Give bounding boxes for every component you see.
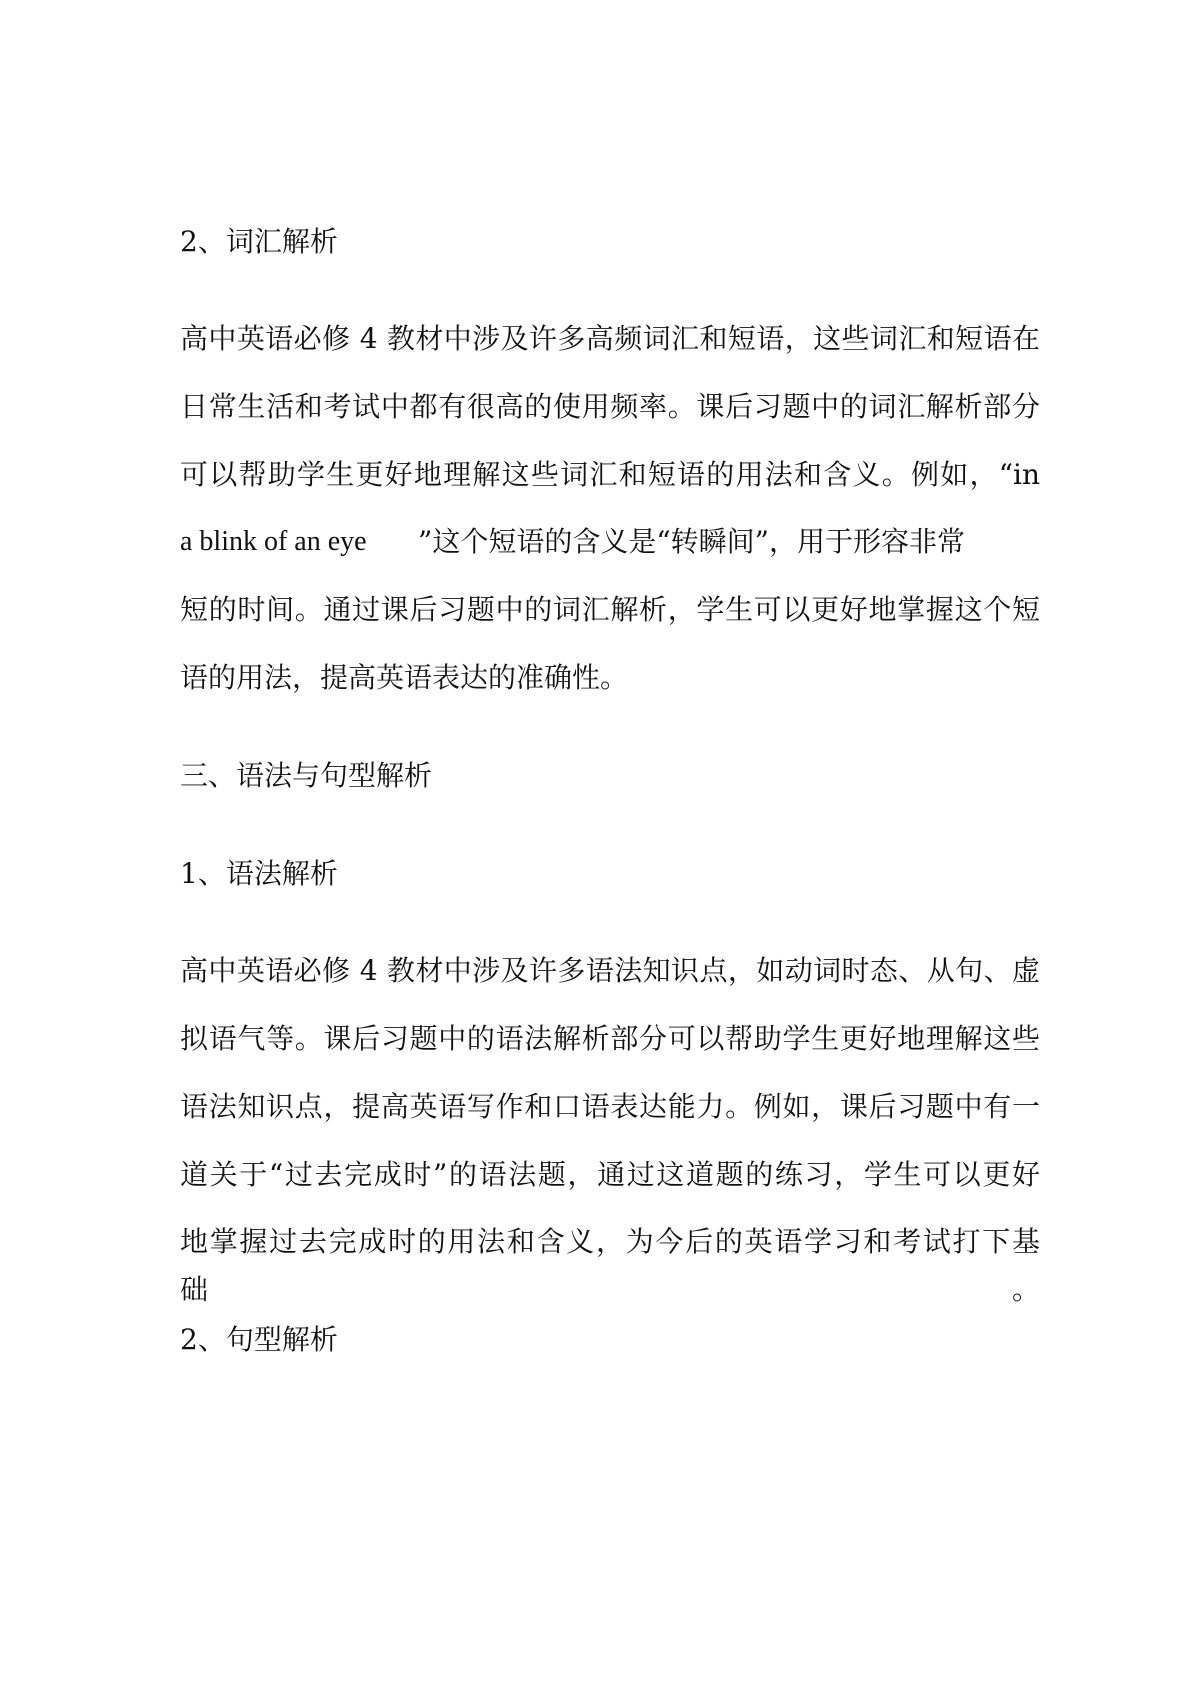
- subheading-grammar: 1、语法解析: [180, 857, 338, 890]
- paragraph-line: 短的时间。通过课后习题中的词汇解析，学生可以更好地掌握这个短: [180, 593, 1040, 626]
- paragraph-line: 高中英语必修 4 教材中涉及许多语法知识点，如动词时态、从句、虚: [180, 954, 1040, 987]
- paragraph-line: 语法知识点，提高英语写作和口语表达能力。例如，课后习题中有一: [180, 1090, 1040, 1123]
- paragraph-line: 拟语气等。课后习题中的语法解析部分可以帮助学生更好地理解这些: [180, 1022, 1040, 1055]
- paragraph-line: 高中英语必修 4 教材中涉及许多高频词汇和短语，这些词汇和短语在: [180, 322, 1040, 355]
- section-heading-grammar-sentence: 三、语法与句型解析: [180, 759, 433, 792]
- subheading-sentence-patterns: 2、句型解析: [180, 1323, 338, 1356]
- paragraph-line-continuation: ”这个短语的含义是“转瞬间”，用于形容非常: [418, 525, 965, 558]
- subheading-vocabulary: 2、词汇解析: [180, 225, 338, 258]
- paragraph-line: 可以帮助学生更好地理解这些词汇和短语的用法和含义。例如，“in: [180, 458, 1040, 491]
- paragraph-line: 语的用法，提高英语表达的准确性。: [180, 661, 629, 694]
- paragraph-line: 日常生活和考试中都有很高的使用频率。课后习题中的词汇解析部分: [180, 390, 1040, 423]
- paragraph-line-phrase: a blink of an eye: [180, 526, 367, 557]
- paragraph-line: 地掌握过去完成时的用法和含义，为今后的英语学习和考试打下基础。: [180, 1225, 1040, 1306]
- paragraph-line: 道关于“过去完成时”的语法题，通过这道题的练习，学生可以更好: [180, 1158, 1040, 1191]
